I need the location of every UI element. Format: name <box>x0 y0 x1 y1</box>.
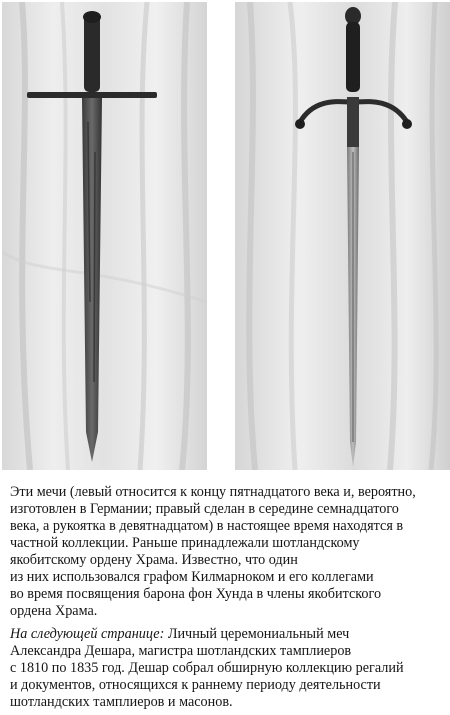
caption-line: во время посвящения барона фон Хунда в члены якобитского <box>10 586 382 602</box>
caption-text: Личный церемониальный меч <box>164 626 350 642</box>
caption-swords <box>10 484 446 620</box>
caption-line: якобитскому ордену Храма. Известно, что один <box>10 552 298 568</box>
left-sword-crossguard <box>27 92 157 98</box>
right-sword-grip <box>346 22 360 92</box>
caption-line: из них использовался графом Килмарноком и его коллегами <box>10 569 374 585</box>
caption-line: и документов, относящихся к раннему периоду деятельности <box>10 677 381 693</box>
caption-line: с 1810 по 1835 год. Дешар собрал обширную коллекцию регалий <box>10 660 404 676</box>
caption-line: ордена Храма. <box>10 603 98 619</box>
left-sword-pommel <box>83 11 101 23</box>
caption-next-page <box>10 626 446 711</box>
caption-line: Эти мечи (левый относится к концу пятнадцатого века и, вероятно, <box>10 484 416 500</box>
caption-line: века, а рукоятка в девятнадцатом) в настоящее время находятся в <box>10 518 404 534</box>
caption-line: частной коллекции. Раньше принадлежали шотландскому <box>10 535 360 551</box>
caption-line: шотландских тамплиеров и масонов. <box>10 694 233 710</box>
left-sword-image <box>2 2 207 470</box>
caption-next-first-line <box>10 626 446 643</box>
right-sword-image <box>235 2 450 470</box>
caption-line: изготовлен в Германии; правый сделан в середине семнадцатого <box>10 501 399 517</box>
caption-line: Александра Дешара, магистра шотландских тамплиеров <box>10 643 352 659</box>
next-page-lead: На следующей странице: <box>10 626 165 642</box>
photo-left-sword <box>2 2 207 470</box>
left-sword-grip <box>84 12 100 92</box>
photo-right-sword <box>235 2 450 470</box>
